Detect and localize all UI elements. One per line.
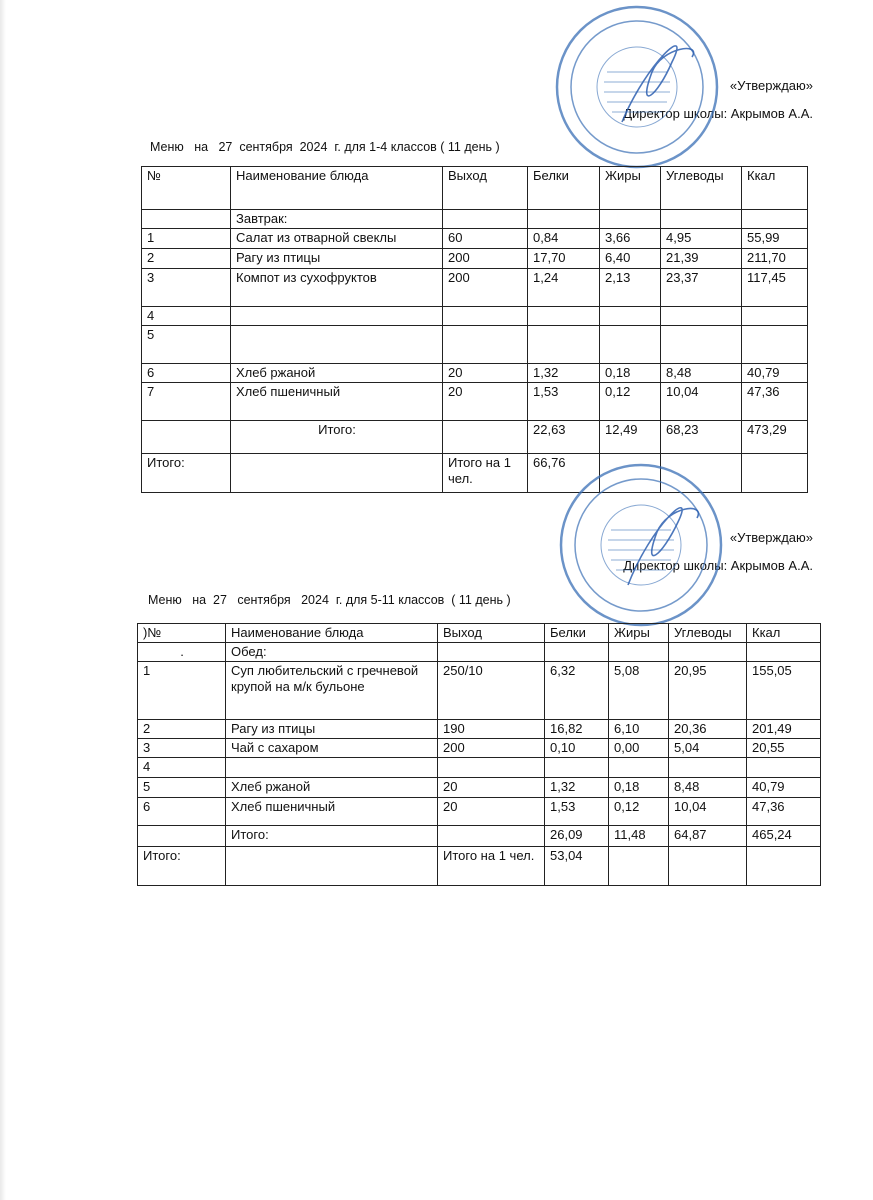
table-cell: 20,36 [669, 720, 747, 739]
table-cell: 7 [142, 383, 231, 421]
table-cell [747, 643, 821, 662]
page-scan-edge [0, 0, 6, 1200]
table-cell: 5,04 [669, 739, 747, 758]
table-cell: 0,84 [528, 229, 600, 249]
table-cell: . [138, 643, 226, 662]
table-cell: 8,48 [669, 778, 747, 798]
table-cell: Рагу из птицы [231, 249, 443, 269]
table-row [138, 758, 821, 778]
table-cell: 47,36 [742, 383, 808, 421]
menu-title-2: Меню на 27 сентября 2024 г. для 5-11 классов ( 11 день ) [148, 593, 511, 607]
table-cell: Итого: [138, 847, 226, 886]
table-cell: 26,09 [545, 826, 609, 847]
table-header-row [142, 167, 808, 210]
table-row [138, 643, 821, 662]
table-cell: Хлеб ржаной [226, 778, 438, 798]
table-cell: 60 [443, 229, 528, 249]
table-cell [742, 307, 808, 326]
table-cell: 66,76 [528, 454, 600, 493]
table-cell: 23,37 [661, 269, 742, 307]
table-cell: 0,00 [609, 739, 669, 758]
table-cell: 6,10 [609, 720, 669, 739]
table-row [142, 229, 808, 249]
table-cell [747, 758, 821, 778]
table-cell: Итого на 1 чел. [443, 454, 528, 493]
table-cell [138, 826, 226, 847]
table-cell: 0,18 [609, 778, 669, 798]
table-cell [609, 847, 669, 886]
table-cell: 1,24 [528, 269, 600, 307]
table-cell: 20 [438, 778, 545, 798]
table-cell [661, 326, 742, 364]
table-cell: 2 [138, 720, 226, 739]
total-row [138, 847, 821, 886]
table-cell: 0,12 [609, 798, 669, 826]
header-cell: Ккал [747, 624, 821, 643]
table-cell: 201,49 [747, 720, 821, 739]
table-cell: 20 [438, 798, 545, 826]
table-row [138, 720, 821, 739]
table-cell [742, 326, 808, 364]
subtotal-label: Итого: [226, 826, 438, 847]
table-cell: 6 [138, 798, 226, 826]
table-cell: 47,36 [747, 798, 821, 826]
subtotal-row [138, 826, 821, 847]
table-cell: 68,23 [661, 421, 742, 454]
table-cell: 20,95 [669, 662, 747, 720]
table-cell: 3 [142, 269, 231, 307]
table-cell: Чай с сахаром [226, 739, 438, 758]
table-cell: 1,32 [528, 364, 600, 383]
table-cell: 40,79 [747, 778, 821, 798]
table-cell: Хлеб пшеничный [226, 798, 438, 826]
table-cell: 5 [138, 778, 226, 798]
table-row [142, 364, 808, 383]
menu-table-1 [141, 166, 808, 493]
table-cell: 10,04 [669, 798, 747, 826]
table-cell [438, 758, 545, 778]
school-seal-stamp [552, 2, 722, 172]
table-cell [528, 210, 600, 229]
table-cell [443, 307, 528, 326]
table-cell [142, 421, 231, 454]
approval-label: «Утверждаю» [729, 530, 813, 545]
table-cell: 20,55 [747, 739, 821, 758]
table-cell [742, 454, 808, 493]
table-cell: 200 [438, 739, 545, 758]
table-cell: 1,53 [528, 383, 600, 421]
table-cell: 20 [443, 383, 528, 421]
subtotal-label: Итого: [231, 421, 443, 454]
table-row [138, 778, 821, 798]
table-cell: 190 [438, 720, 545, 739]
table-row [142, 383, 808, 421]
director-signature-line: Директор школы: Акрымов А.А. [623, 106, 813, 121]
table-cell: 5,08 [609, 662, 669, 720]
subtotal-row [142, 421, 808, 454]
header-cell: Выход [443, 167, 528, 210]
table-row [142, 269, 808, 307]
header-cell: № [142, 167, 231, 210]
table-cell: Обед: [226, 643, 438, 662]
table-cell [669, 847, 747, 886]
table-cell [545, 643, 609, 662]
table-cell: 465,24 [747, 826, 821, 847]
table-cell [545, 758, 609, 778]
menu-table-2 [137, 623, 821, 886]
table-cell: 64,87 [669, 826, 747, 847]
table-cell: 4,95 [661, 229, 742, 249]
table-cell: Завтрак: [231, 210, 443, 229]
table-cell: 8,48 [661, 364, 742, 383]
table-cell: 11,48 [609, 826, 669, 847]
menu-title-1: Меню на 27 сентября 2024 г. для 1-4 классов ( 11 день ) [150, 140, 500, 154]
table-row [138, 662, 821, 720]
table-cell: 2,13 [600, 269, 661, 307]
table-cell: 155,05 [747, 662, 821, 720]
table-cell: 6,40 [600, 249, 661, 269]
table-cell [669, 758, 747, 778]
table-cell: Итого на 1 чел. [438, 847, 545, 886]
table-cell [443, 421, 528, 454]
table-cell [528, 326, 600, 364]
table-cell [438, 826, 545, 847]
table-cell: 211,70 [742, 249, 808, 269]
table-cell: 1 [142, 229, 231, 249]
director-signature-line: Директор школы: Акрымов А.А. [623, 558, 813, 573]
header-cell: Выход [438, 624, 545, 643]
table-cell: 0,10 [545, 739, 609, 758]
table-cell: 53,04 [545, 847, 609, 886]
table-cell [661, 307, 742, 326]
table-cell: 3,66 [600, 229, 661, 249]
table-cell: 200 [443, 269, 528, 307]
table-cell: 4 [138, 758, 226, 778]
table-cell [231, 326, 443, 364]
table-cell [443, 210, 528, 229]
table-cell: 1,53 [545, 798, 609, 826]
table-cell [142, 210, 231, 229]
table-cell: 1,32 [545, 778, 609, 798]
table-cell [528, 307, 600, 326]
table-cell: Рагу из птицы [226, 720, 438, 739]
header-cell: Углеводы [669, 624, 747, 643]
header-cell: Белки [528, 167, 600, 210]
table-cell: 10,04 [661, 383, 742, 421]
table-cell [226, 847, 438, 886]
table-cell [438, 643, 545, 662]
table-cell [661, 210, 742, 229]
approval-label: «Утверждаю» [729, 78, 813, 93]
header-cell: )№ [138, 624, 226, 643]
table-cell [609, 758, 669, 778]
table-cell [600, 210, 661, 229]
table-cell [600, 326, 661, 364]
table-cell [609, 643, 669, 662]
school-seal-stamp [556, 460, 726, 630]
table-cell: Хлеб пшеничный [231, 383, 443, 421]
table-cell [669, 643, 747, 662]
header-cell: Углеводы [661, 167, 742, 210]
header-cell: Наименование блюда [226, 624, 438, 643]
table-cell: Салат из отварной свеклы [231, 229, 443, 249]
table-cell: 6,32 [545, 662, 609, 720]
table-cell [231, 307, 443, 326]
table-cell: Компот из сухофруктов [231, 269, 443, 307]
table-row [142, 307, 808, 326]
table-row [142, 326, 808, 364]
table-cell: 200 [443, 249, 528, 269]
table-cell [231, 454, 443, 493]
table-row [142, 210, 808, 229]
table-cell [742, 210, 808, 229]
table-cell: 40,79 [742, 364, 808, 383]
header-cell: Жиры [609, 624, 669, 643]
table-cell: 17,70 [528, 249, 600, 269]
table-cell: 20 [443, 364, 528, 383]
table-row [142, 249, 808, 269]
table-cell: 0,12 [600, 383, 661, 421]
table-cell: 1 [138, 662, 226, 720]
table-cell: 117,45 [742, 269, 808, 307]
table-cell: 2 [142, 249, 231, 269]
table-cell: Итого: [142, 454, 231, 493]
table-cell: 16,82 [545, 720, 609, 739]
table-cell [226, 758, 438, 778]
table-cell [747, 847, 821, 886]
header-cell: Жиры [600, 167, 661, 210]
table-cell: 250/10 [438, 662, 545, 720]
table-cell: 0,18 [600, 364, 661, 383]
table-cell: 3 [138, 739, 226, 758]
table-cell [600, 307, 661, 326]
table-row [138, 798, 821, 826]
table-cell: 22,63 [528, 421, 600, 454]
table-cell: Хлеб ржаной [231, 364, 443, 383]
table-cell: 4 [142, 307, 231, 326]
header-cell: Наименование блюда [231, 167, 443, 210]
header-cell: Белки [545, 624, 609, 643]
header-cell: Ккал [742, 167, 808, 210]
table-cell: Суп любительский с гречневой крупой на м/к бульоне [226, 662, 438, 720]
table-cell: 21,39 [661, 249, 742, 269]
table-cell [443, 326, 528, 364]
table-header-row [138, 624, 821, 643]
table-cell: 55,99 [742, 229, 808, 249]
table-row [138, 739, 821, 758]
table-cell: 12,49 [600, 421, 661, 454]
table-cell: 6 [142, 364, 231, 383]
table-cell: 473,29 [742, 421, 808, 454]
table-cell: 5 [142, 326, 231, 364]
